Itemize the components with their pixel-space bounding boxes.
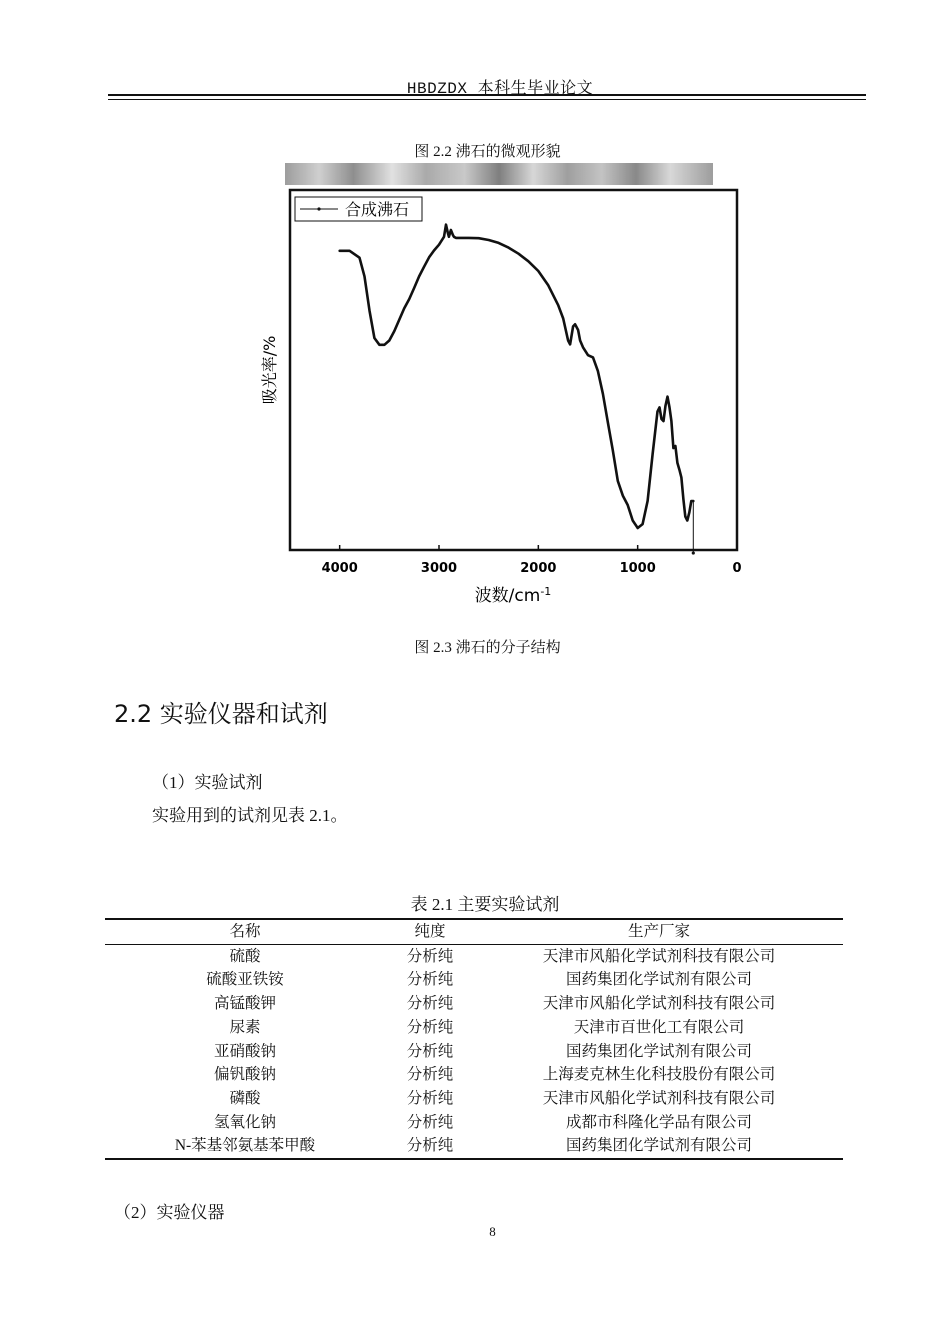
figure-2-3-caption: 图 2.3 沸石的分子结构	[414, 640, 561, 656]
cell-purity: 分析纯	[406, 971, 454, 989]
x-tick-label: 0	[732, 561, 742, 576]
x-axis-label-superscript: -1	[540, 584, 552, 598]
cell-purity: 分析纯	[406, 1018, 454, 1036]
cell-manufacturer: 上海麦克林生化科技股份有限公司	[542, 1066, 776, 1084]
y-axis-label: 吸光率/%	[260, 335, 279, 405]
x-axis-label-main: 波数/cm	[474, 586, 541, 606]
cell-name: 亚硝酸钠	[213, 1042, 276, 1060]
cell-manufacturer: 天津市百世化工有限公司	[573, 1018, 745, 1036]
table-row	[105, 968, 843, 992]
cell-name: 硫酸	[229, 947, 261, 965]
table-row	[105, 944, 843, 968]
header-purity: 纯度	[414, 923, 446, 940]
table-row	[105, 1111, 843, 1135]
header-rule-thick	[108, 94, 866, 96]
cell-manufacturer: 天津市风船化学试剂科技有限公司	[542, 947, 776, 965]
subsection-reagents: （1）实验试剂	[152, 773, 263, 792]
page-header-title: HBDZDX 本科生毕业论文	[406, 80, 594, 98]
table-header-row	[105, 919, 843, 944]
reagents-table	[105, 918, 843, 1160]
x-tick-label: 1000	[619, 561, 656, 576]
series-end-marker	[692, 551, 695, 554]
cell-purity: 分析纯	[406, 1137, 454, 1155]
table-row	[105, 1040, 843, 1064]
legend-marker	[317, 207, 320, 210]
cell-purity: 分析纯	[406, 947, 454, 965]
cell-name: 高锰酸钾	[213, 995, 276, 1013]
cell-name: 硫酸亚铁铵	[206, 971, 284, 989]
zeolite-micrograph-strip	[285, 163, 713, 185]
ftir-chart	[250, 185, 750, 610]
cell-purity: 分析纯	[406, 1113, 454, 1131]
subsection-instruments: （2）实验仪器	[114, 1203, 225, 1222]
cell-purity: 分析纯	[406, 1066, 454, 1084]
figure-2-2-caption: 图 2.2 沸石的微观形貌	[414, 144, 561, 160]
x-axis-tick-labels	[322, 561, 742, 576]
table-2-1-title: 表 2.1 主要实验试剂	[410, 895, 560, 914]
table-row	[105, 992, 843, 1016]
cell-manufacturer: 天津市风船化学试剂科技有限公司	[542, 1089, 776, 1107]
cell-purity: 分析纯	[406, 1042, 454, 1060]
cell-manufacturer: 成都市科隆化学品有限公司	[565, 1113, 752, 1131]
x-axis-label	[475, 585, 552, 607]
x-tick-label: 4000	[321, 561, 358, 576]
table-row	[105, 1087, 843, 1111]
x-tick-label: 3000	[420, 561, 458, 576]
cell-purity: 分析纯	[406, 1089, 454, 1107]
header-rule-thin	[108, 99, 866, 100]
cell-name: 尿素	[229, 1018, 261, 1036]
cell-purity: 分析纯	[406, 995, 454, 1013]
legend-label: 合成沸石	[345, 200, 410, 219]
x-tick-label: 2000	[520, 561, 557, 576]
table-row	[105, 1134, 843, 1159]
table-row	[105, 1063, 843, 1087]
header-name: 名称	[229, 923, 261, 940]
cell-manufacturer: 国药集团化学试剂有限公司	[565, 1137, 752, 1155]
chart-legend	[295, 197, 422, 221]
cell-manufacturer: 国药集团化学试剂有限公司	[565, 971, 752, 989]
table-row	[105, 1016, 843, 1040]
cell-manufacturer: 天津市风船化学试剂科技有限公司	[542, 995, 776, 1013]
cell-name: 磷酸	[229, 1089, 261, 1107]
plot-frame	[290, 190, 737, 550]
cell-name: 偏钒酸钠	[213, 1066, 276, 1084]
reagents-paragraph: 实验用到的试剂见表 2.1。	[152, 806, 348, 825]
page-number: 8	[489, 1224, 496, 1239]
series-line-synthetic-zeolite	[340, 225, 694, 528]
cell-name: N-苯基邻氨基苯甲酸	[174, 1137, 316, 1155]
cell-name: 氢氧化钠	[213, 1113, 276, 1131]
header-manufacturer: 生产厂家	[627, 923, 690, 940]
section-heading: 2.2 实验仪器和试剂	[114, 700, 328, 728]
cell-manufacturer: 国药集团化学试剂有限公司	[565, 1042, 752, 1060]
